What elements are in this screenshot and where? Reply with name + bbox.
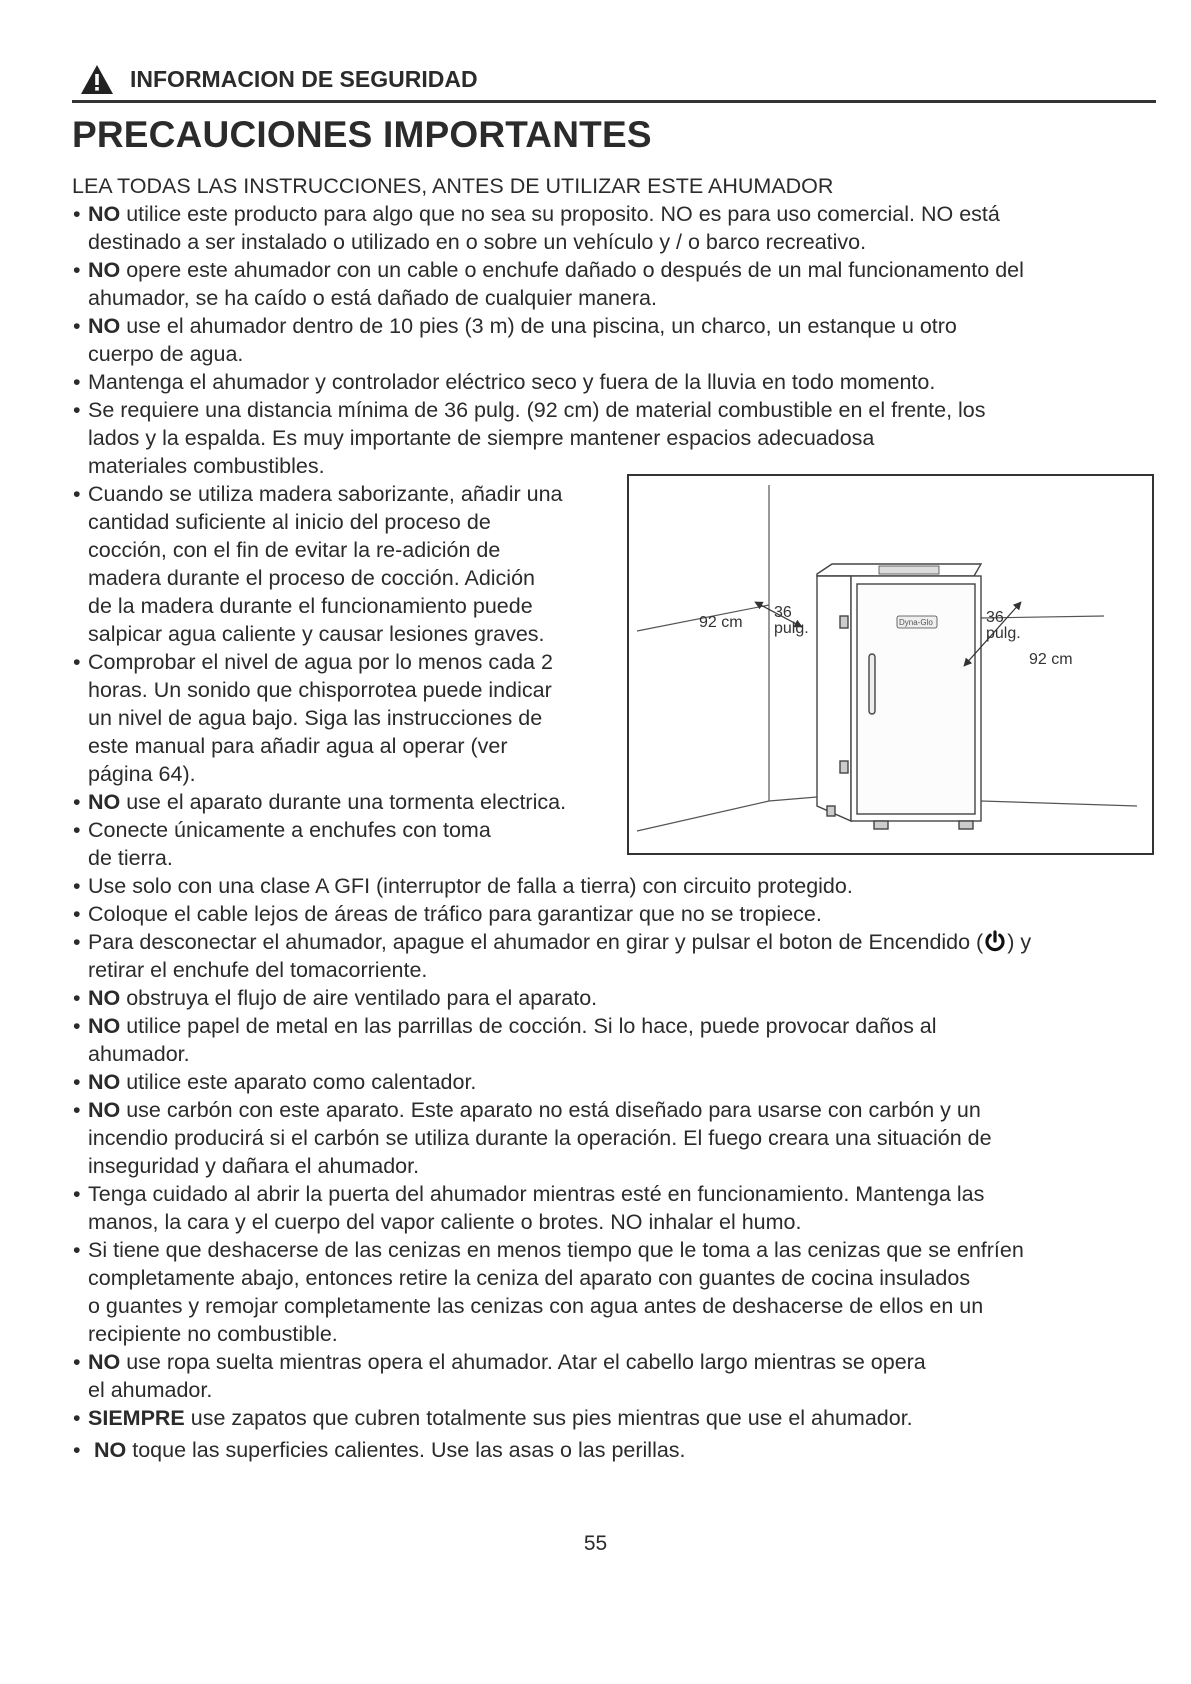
brand-logo: Dyna-Glo: [899, 618, 933, 627]
list-item: • NO opere este ahumador con un cable o enchufe dañado o después de un mal funcionamento del ahumador, se ha caído o está dañado de cualquier manera.: [73, 258, 1024, 310]
power-icon: [983, 930, 1007, 952]
list-item: • Use solo con una clase A GFI (interruptor de falla a tierra) con circuito protegido.: [73, 874, 853, 898]
list-item: • Conecte únicamente a enchufes con toma de tierra.: [73, 818, 491, 870]
list-item: • NO obstruya el flujo de aire ventilado para el aparato.: [73, 986, 598, 1010]
list-item: • Se requiere una distancia mínima de 36 pulg. (92 cm) de material combustible en el frente, los lados y la espalda. Es muy importante de siempre mantener espacios adecuadosa materiales combustibles.: [73, 398, 986, 478]
page-number: 55: [583, 1532, 608, 1555]
list-item: • NO use ropa suelta mientras opera el ahumador. Atar el cabello largo mientras se opera el ahumador.: [73, 1350, 926, 1402]
list-item: • NO use carbón con este aparato. Este aparato no está diseñado para usarse con carbón y un incendio producirá si el carbón se utiliza durante la operación. El fuego creara una situación de inseguridad y dañara el ahumador.: [73, 1098, 992, 1178]
list-item: • Si tiene que deshacerse de las cenizas en menos tiempo que le toma a las cenizas que se enfríen completamente abajo, entonces retire la ceniza del aparato con guantes de cocina insulados o guantes y remojar completamente las cenizas con agua antes de deshacerse de ellos en un recipiente no combustible.: [73, 1238, 1024, 1346]
right-in-value: 36: [986, 609, 1004, 626]
list-item: • NO utilice este aparato como calentador.: [73, 1070, 477, 1094]
floor-line: [637, 801, 769, 831]
list-item: • Para desconectar el ahumador, apague el ahumador en girar y pulsar el boton de Encendido ( ) y retirar el enchufe del tomacorriente.: [73, 930, 1032, 982]
clearance-diagram: [627, 474, 1154, 855]
smoker-clearance-illustration: [629, 476, 1156, 857]
list-item: • SIEMPRE use zapatos que cubren totalmente sus pies mientras que use el ahumador.: [73, 1406, 913, 1430]
smoker-appliance: [817, 564, 981, 829]
list-item: • NO utilice este producto para algo que no sea su proposito. NO es para uso comercial. NO está destinado a ser instalado o utilizado en o sobre un vehículo y / o barco recreativo.: [73, 202, 1000, 254]
right-cm-label: 92 cm: [1029, 651, 1073, 668]
section-label: INFORMACION DE SEGURIDAD: [130, 66, 478, 92]
list-item: • NO utilice papel de metal en las parrillas de cocción. Si lo hace, puede provocar daños al ahumador.: [73, 1014, 937, 1066]
list-item: • Cuando se utiliza madera saborizante, añadir una cantidad suficiente al inicio del proceso de cocción, con el fin de evitar la re-adición de madera durante el proceso de cocción. Adición de la madera durante el funcionamiento puede salpicar agua caliente y causar lesiones graves.: [73, 482, 563, 646]
left-in-value: 36: [774, 604, 792, 621]
list-item: • NO toque las superficies calientes. Use las asas o las perillas.: [73, 1438, 686, 1462]
intro-text: LEA TODAS LAS INSTRUCCIONES, ANTES DE UTILIZAR ESTE AHUMADOR: [72, 174, 834, 198]
page-title: PRECAUCIONES IMPORTANTES: [72, 114, 652, 155]
list-item: • NO use el ahumador dentro de 10 pies (3 m) de una piscina, un charco, un estanque u otro cuerpo de agua.: [73, 314, 957, 366]
right-in-unit: pulg.: [986, 625, 1021, 642]
list-item: • NO use el aparato durante una tormenta electrica.: [73, 790, 567, 814]
left-in-unit: pulg.: [774, 620, 809, 637]
warning-triangle-icon: [80, 64, 114, 95]
left-cm-label: 92 cm: [699, 614, 743, 631]
list-item: • Coloque el cable lejos de áreas de tráfico para garantizar que no se tropiece.: [73, 902, 822, 926]
section-header: [72, 60, 1156, 103]
list-item: • Comprobar el nivel de agua por lo menos cada 2 horas. Un sonido que chisporrotea puede indicar un nivel de agua bajo. Siga las instrucciones de este manual para añadir agua al operar (ver página 64).: [73, 650, 553, 786]
list-item: • Tenga cuidado al abrir la puerta del ahumador mientras esté en funcionamiento. Mantenga las manos, la cara y el cuerpo del vapor caliente o brotes. NO inhalar el humo.: [73, 1182, 985, 1234]
list-item: • Mantenga el ahumador y controlador eléctrico seco y fuera de la lluvia en todo momento.: [73, 370, 936, 394]
